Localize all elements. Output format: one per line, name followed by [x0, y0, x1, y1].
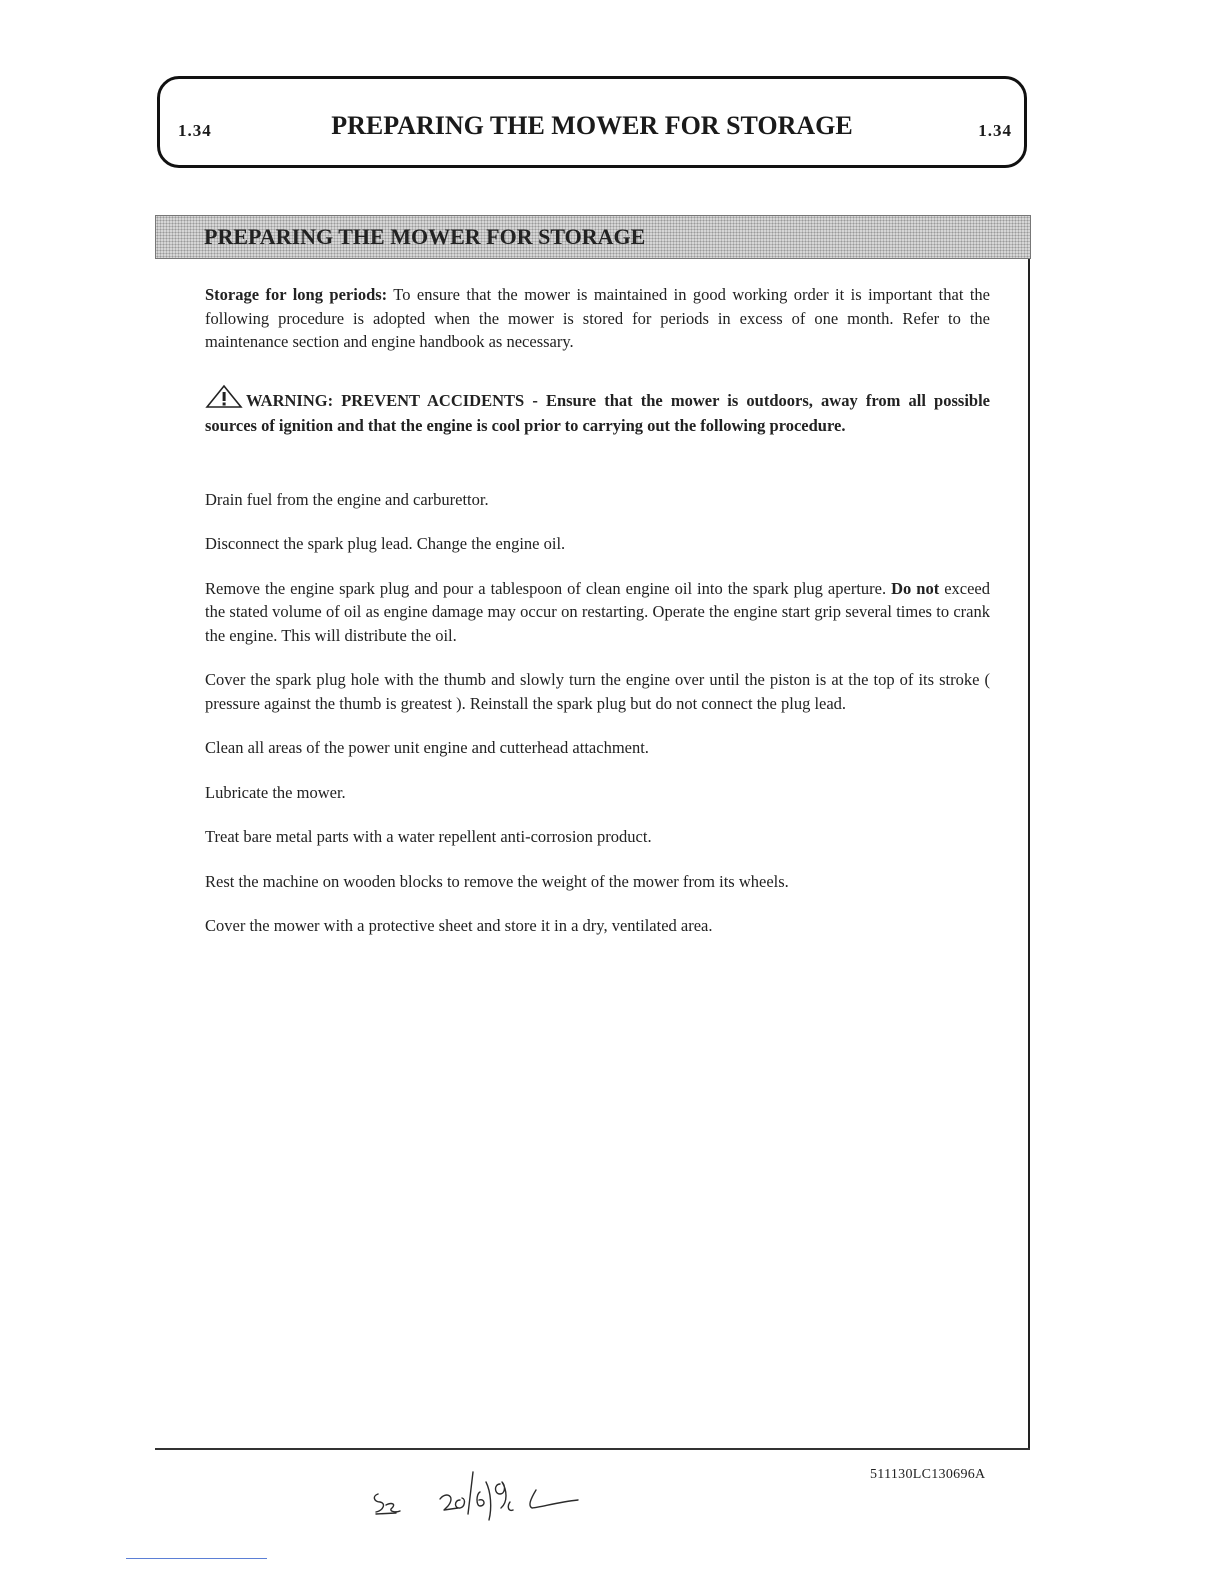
content-body	[205, 283, 990, 959]
bottom-rule	[155, 1448, 1030, 1450]
handwritten-signature	[368, 1462, 598, 1537]
intro-paragraph	[205, 283, 990, 354]
step-remove-text-b: exceed the stated volume of oil as engine damage may occur on restarting. Operate the engine start grip several times to crank the engine. This will distribute the oil.	[205, 578, 990, 645]
step-clean: Clean all areas of the power unit engine and cutterhead attachment.	[205, 738, 649, 757]
intro-text: To ensure that the mower is maintained in good working order it is important that the following procedure is adopted when the mower is stored for periods in excess of one month. Refer to the maintenance section and engine handbook as necessary.	[205, 285, 991, 351]
section-banner	[155, 215, 1031, 259]
right-margin-rule	[1028, 259, 1030, 1450]
step-remove-text-a: Remove the engine spark plug and pour a tablespoon of clean engine oil into the spark plug aperture.	[205, 578, 892, 598]
step-lubricate: Lubricate the mower.	[205, 782, 346, 802]
warning-paragraph	[205, 384, 990, 438]
warning-text: WARNING: PREVENT ACCIDENTS - Ensure that the mower is outdoors, away from all possible sources of ignition and that the engine is cool prior to carrying out the following procedure.	[205, 390, 990, 435]
step-drain: Drain fuel from the engine and carburettor.	[205, 489, 489, 509]
document-reference: 511130LC130696A	[870, 1467, 986, 1482]
step-cover-mower: Cover the mower with a protective sheet and store it in a dry, ventilated area.	[205, 916, 713, 935]
footer-link-line	[126, 1558, 267, 1559]
step-cover-hole: Cover the spark plug hole with the thumb and slowly turn the engine over until the piston is at the top of its stroke ( pressure against the thumb is greatest ). Reinstall the spark plug but do not connect the plug lead.	[205, 670, 990, 713]
step-remove-emphasis: Do not	[891, 578, 940, 598]
page-title: PREPARING THE MOWER FOR STORAGE	[331, 111, 853, 140]
step-remove-spark-plug	[205, 577, 990, 648]
step-treat: Treat bare metal parts with a water repellent anti-corrosion product.	[205, 827, 652, 846]
intro-label: Storage for long periods:	[205, 285, 388, 304]
step-rest: Rest the machine on wooden blocks to remove the weight of the mower from its wheels.	[205, 871, 789, 891]
page-number-left: 1.34	[178, 121, 212, 140]
section-title: PREPARING THE MOWER FOR STORAGE	[204, 224, 646, 249]
page-number-right: 1.34	[978, 121, 1012, 140]
warning-triangle-icon	[205, 384, 245, 415]
page-header	[157, 76, 1027, 168]
step-disconnect: Disconnect the spark plug lead. Change the engine oil.	[205, 534, 566, 553]
